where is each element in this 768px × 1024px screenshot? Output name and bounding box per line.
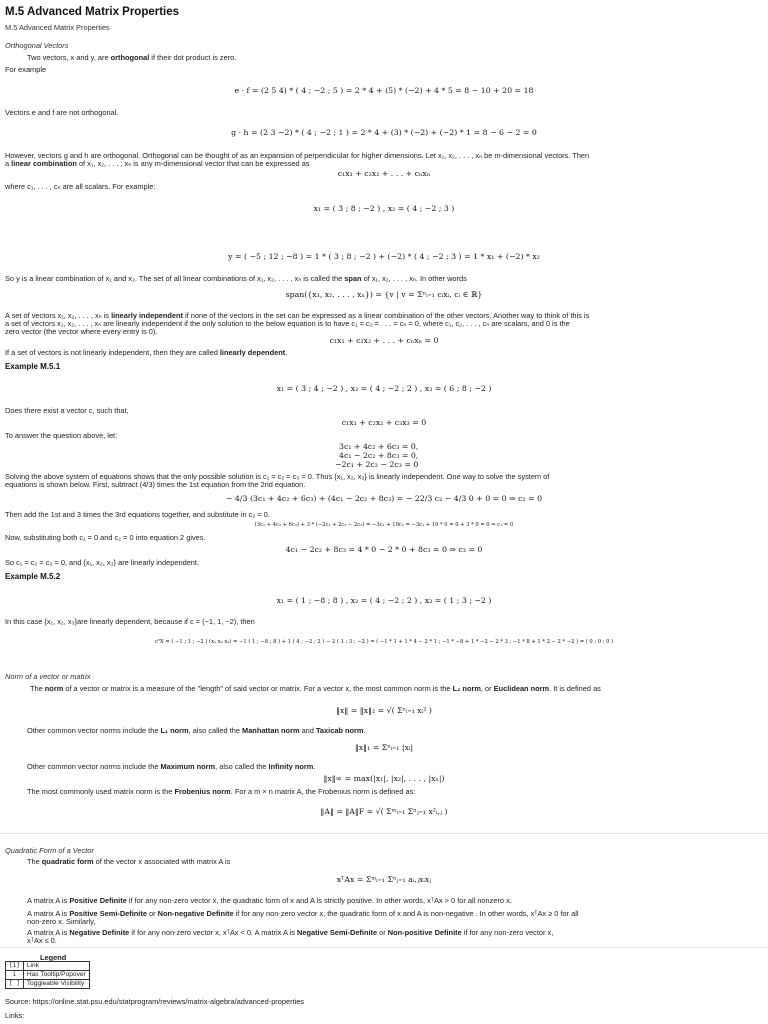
equation-c3: 4c₁ − 2c₂ + 8c₃ = 4 * 0 − 2 * 0 + 8c₃ = 0 ⇒ c₃ = 0 xyxy=(285,545,483,554)
equation-y-combination: y = ( −5 ; 12 ; −8 ) = 1 * ( 3 ; 8 ; −2 ) + (−2) * ( 4 ; −2 ; 3 ) = 1 * x₁ + (−2) * x₂ xyxy=(228,252,540,261)
legend-label-tooltip: Has Tooltip/Popover xyxy=(23,971,89,980)
equation-e-dot-f: e · f = (2 5 4) * ( 4 ; −2 ; 5 ) = 2 * 4 + (5) * (−2) + 4 * 5 = 8 − 10 + 20 = 18 xyxy=(234,86,534,95)
legend-row-tooltip xyxy=(6,971,90,980)
text-positive-semi-definite-b: non-zero x. Similarly, xyxy=(27,917,96,926)
text-perpendicular: However, vectors g and h are orthogonal. Orthogonal can be thought of as an expansion of perpendicular for higher dimensions. Let x₁, x₂, . . . , xₙ be m-dimensional vectors. Then xyxy=(5,151,590,160)
equation-span: span({x₁, x₂, . . . , xₙ}) = {v | v = Σⁿᵢ₌₁ cᵢxᵢ, cᵢ ∈ ℝ} xyxy=(285,290,483,299)
equation-subtract: − 4/3 (3c₁ + 4c₂ + 6c₃) + (4c₁ − 2c₂ + 8c₃) = − 22/3 c₂ − 4/3 0 + 0 = 0 ⇒ c₂ = 0 xyxy=(225,494,543,503)
page-title: M.5 Advanced Matrix Properties xyxy=(5,6,180,18)
link-icon: [1] xyxy=(6,962,24,971)
equation-example2-vectors: x₁ = ( 1 ; −8 ; 8 ) , x₂ = ( 4 ; −2 ; 2 ) , x₃ = ( 1 ; 3 ; −2 ) xyxy=(276,596,492,605)
example-heading-m52: Example M.5.2 xyxy=(5,572,61,581)
text-exist-vector-c: Does there exist a vector c, such that, xyxy=(5,406,129,415)
legend-row-toggle xyxy=(6,980,90,989)
equation-l2-norm: ‖x‖ = ‖x‖₂ = √( Σⁿᵢ₌₁ xᵢ² ) xyxy=(336,706,432,715)
text-answer-question: To answer the question above, let: xyxy=(5,431,118,440)
text-solving-system-a: Solving the above system of equations shows that the only possible solution is c₁ = c₂ = c₃ = 0. Thus {x₁, x₂, x₃} is linearly independent. One way to solve the system of xyxy=(5,472,550,481)
legend-table xyxy=(5,961,90,989)
text-linearly-dependent-case: In this case {x₁, x₂, x₃}are linearly dependent, because if c = (−1, 1, −2), then xyxy=(5,617,255,626)
text-for-example: For example xyxy=(5,65,47,74)
equation-quadratic-form: xᵀAx = Σᵐᵢ₌₁ Σⁿⱼ₌₁ aᵢ,ⱼxᵢxⱼ xyxy=(336,875,432,884)
legend-row-link xyxy=(6,962,90,971)
legend-label-toggle: Toggleable Visibility xyxy=(23,980,89,989)
text-negative-definite-a: A matrix A is Negative Definite if for any non-zero vector x, xᵀAx < 0. A matrix A is Negative Semi-Definite or Non-positive Definite if for any non-zero vector x, xyxy=(27,928,554,937)
links-label: Links: xyxy=(5,1011,25,1020)
example-heading-m51: Example M.5.1 xyxy=(5,362,61,371)
legend-divider xyxy=(0,947,768,948)
text-positive-semi-definite-a: A matrix A is Positive Semi-Definite or Non-negative Definite if for any non-zero vector x, the quadratic form of x and A is non-negative . In other words, xᵀAx ≥ 0 for all xyxy=(27,909,579,918)
text-l1-norm: Other common vector norms include the L₁ norm, also called the Manhattan norm and Taxicab norm. xyxy=(27,726,366,735)
equation-g-dot-h: g · h = (2 3 −2) * ( 4 ; −2 ; 1 ) = 2 * 4 + (3) * (−2) + (−2) * 1 = 8 − 6 − 2 = 0 xyxy=(231,128,537,137)
equation-c-combination: c₁x₁ + c₂x₂ + c₃x₃ = 0 xyxy=(341,418,427,427)
system-eq-3: −2c₁ + 2c₂ − 2c₃ = 0 xyxy=(335,460,419,469)
legend-label-link: Link xyxy=(23,962,89,971)
text-negative-definite-b: xᵀAx ≤ 0. xyxy=(27,936,57,945)
section-heading-orthogonal: Orthogonal Vectors xyxy=(5,41,69,50)
text-linearly-dependent: If a set of vectors is not linearly independent, then they are called linearly dependent. xyxy=(5,348,288,357)
text-linear-combination: a linear combination of x₁, x₂, . . . , xₙ is any m-dimensional vector that can be expressed as xyxy=(5,159,310,168)
tooltip-icon: i xyxy=(6,971,24,980)
text-not-orthogonal: Vectors e and f are not orthogonal. xyxy=(5,108,119,117)
system-eq-1: 3c₁ + 4c₂ + 6c₃ = 0, xyxy=(339,442,419,451)
text-norm-definition: The norm of a vector or matrix is a measure of the "length" of said vector or matrix. For a vector x, the most common norm is the L₂ norm, or Euclidean norm. It is defined as xyxy=(30,684,601,693)
section-heading-norm: Norm of a vector or matrix xyxy=(5,672,91,681)
text-frobenius: The most commonly used matrix norm is the Frobenius norm. For a m × n matrix A, the Frobenius norm is defined as: xyxy=(27,787,416,796)
equation-add: (3c₁ + 4c₂ + 6c₃) + 3 * (−2c₁ + 2c₂ − 2c₃) = −3c₁ + 10c₂ = −3c₁ + 10 * 0 = 0 + 3 * 0 = 0 ⇒ c₁ = 0 xyxy=(254,522,514,528)
section-heading-quadratic: Quadratic Form of a Vector xyxy=(5,846,94,855)
equation-ctx: cᵀX = ( −1 ; 1 ; −2 ) (x₁ x₂ x₃) = −1 ( 1 ; −8 ; 8 ) + 1 ( 4 ; −2 ; 2 ) − 2 ( 1 ; 3 ; −2 ) = ( −1 * 1 + 1 * 4 − 2 * 1 ; −1 * −8 + 1 * −2 − 2 * 3 ; −1 * 8 + 1 * 2 − 2 * −2 ) = ( 0 ; 0 ; 0 ) xyxy=(154,639,614,645)
text-scalars: where c₁, . . . , cₙ are all scalars. For example: xyxy=(5,182,156,191)
equation-example1-vectors: x₁ = ( 3 ; 4 ; −2 ) , x₂ = ( 4 ; −2 ; 2 ) , x₃ = ( 6 ; 8 ; −2 ) xyxy=(276,384,492,393)
text-zero-vector: zero vector (the vector where every entry is 0). xyxy=(5,327,158,336)
legend-title: Legend xyxy=(40,953,67,962)
orthogonal-definition: Two vectors, x and y, are orthogonal if their dot product is zero. xyxy=(27,53,237,62)
equation-l1-norm: ‖x‖₁ = Σⁿᵢ₌₁ |xᵢ| xyxy=(354,743,414,752)
text-substituting: Now, substituting both c₁ = 0 and c₂ = 0 into equation 2 gives. xyxy=(5,533,206,542)
section-divider xyxy=(0,833,768,834)
text-linearly-independent-b: a set of vectors x₁, x₂, . . . , xₙ are linearly independent if the only solution to the below equation is to have c₁ = c₂ = . . . = cₙ = 0, where c₁, c₂, . . . , cₙ are scalars, and 0 is the xyxy=(5,319,570,328)
text-linearly-independent-a: A set of vectors x₁, x₂, . . . , xₙ is linearly independent if none of the vectors in the set can be expressed as a linear combination of the other vectors. Another way to think of this is xyxy=(5,311,590,320)
system-eq-2: 4c₁ − 2c₂ + 8c₃ = 0, xyxy=(339,451,419,460)
equation-x1-x2: x₁ = ( 3 ; 8 ; −2 ) , x₂ = ( 4 ; −2 ; 3 ) xyxy=(313,204,455,213)
text-quadratic-form: The quadratic form of the vector x associated with matrix A is xyxy=(27,857,231,866)
toggle-visibility-icon: [ ] xyxy=(6,980,24,989)
text-solving-system-b: equations is shown below. First, subtract (4/3) times the 1st equation from the 2nd equation. xyxy=(5,480,306,489)
text-span: So y is a linear combination of x₁ and x₂. The set of all linear combinations of x₁, x₂, . . . , xₙ is called the span of x₁, x₂, . . . , xₙ. In other words xyxy=(5,274,467,283)
equation-frobenius-norm: ‖A‖ = ‖A‖F = √( Σᵐᵢ₌₁ Σⁿⱼ₌₁ x²ᵢ,ⱼ ) xyxy=(320,807,448,816)
page-subtitle: M.5 Advanced Matrix Properties xyxy=(5,23,110,32)
source-line: Source: https://online.stat.psu.edu/statprogram/reviews/matrix-algebra/advanced-properties xyxy=(5,997,305,1006)
text-add-equations: Then add the 1st and 3 times the 3rd equations together, and substitute in c₂ = 0. xyxy=(5,510,270,519)
equation-linear-combination: c₁x₁ + c₂x₂ + . . . + cₙxₙ xyxy=(337,169,431,178)
equation-infinity-norm: ‖x‖∞ = max(|x₁|, |x₂|, . . . , |xₙ|) xyxy=(323,774,445,783)
equation-zero-combination: c₁x₁ + c₂x₂ + . . . + cₙxₙ = 0 xyxy=(329,336,439,345)
text-independent-conclusion: So c₁ = c₂ = c₃ = 0, and {x₁, x₂, x₃} are linearly independent. xyxy=(5,558,200,567)
text-positive-definite: A matrix A is Positive Definite if for any non-zero vector x, the quadratic form of x and A is strictly positive. In other words, xᵀAx > 0 for all nonzero x. xyxy=(27,896,512,905)
text-max-norm: Other common vector norms include the Maximum norm, also called the Infinity norm. xyxy=(27,762,316,771)
